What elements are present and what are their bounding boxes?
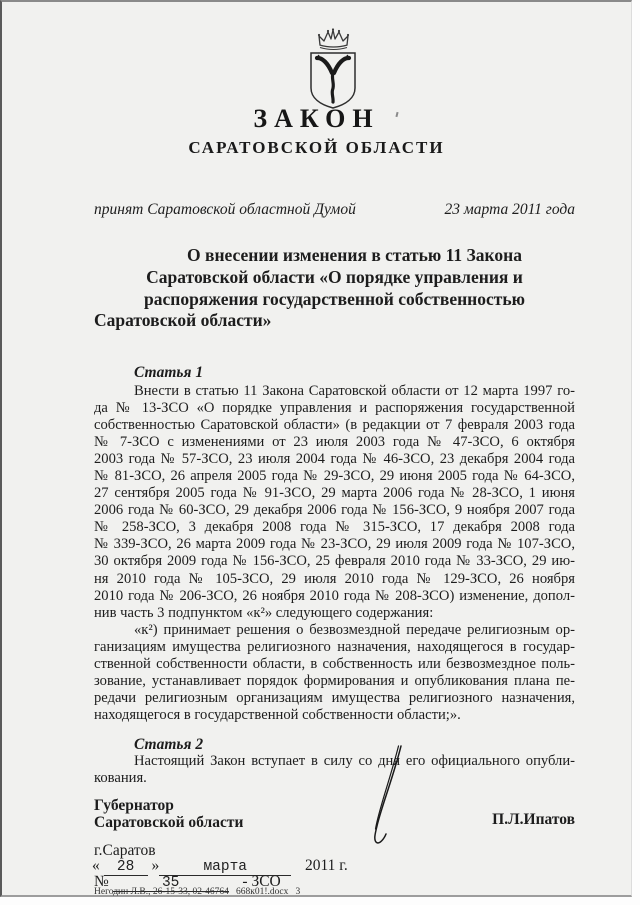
handwritten-signature	[357, 738, 417, 853]
text-line: ня 2010 года № 105-ЗСО, 29 июля 2010 года № 129-ЗСО, 26 ноября	[94, 570, 575, 587]
text-line: 2003 года № 57-ЗСО, 23 июля 2004 года № 46-ЗСО, 23 декабря 2004 года	[94, 451, 575, 468]
text-line: да № 13-ЗСО «О порядке управления и распоряжения государственной	[94, 400, 575, 417]
text-line: 2006 года № 60-ЗСО, 29 декабря 2006 года № 156-ЗСО, 9 ноября 2007 года	[94, 502, 575, 519]
coat-of-arms	[304, 28, 362, 110]
text-line: 27 сентября 2005 года № 91-ЗСО, 29 марта 2006 года № 28-ЗСО, 1 июня	[94, 485, 575, 502]
close-quote-mark: »	[151, 857, 160, 874]
text-line: Саратовской области»	[94, 310, 272, 331]
open-quote-mark: «	[92, 857, 100, 874]
issue-day-fill: 28	[104, 860, 148, 876]
adoption-date: 23 марта 2011 года	[444, 201, 575, 218]
clerk-footer-note: Негодин Л.В., 26-15-33, 02-46764 668к01!.docx 3	[94, 887, 301, 897]
law-title	[94, 245, 575, 332]
signer-name: П.Л.Ипатов	[492, 811, 575, 828]
text-line: распоряжения государственной собственностью	[143, 288, 525, 309]
issue-number-fill: 35	[113, 876, 229, 892]
text-line: № 258-ЗСО, 3 декабря 2008 года № 315-ЗСО, 17 декабря 2008 года	[94, 519, 575, 536]
document-type-title: ЗАКОН	[253, 104, 380, 133]
adoption-line	[94, 201, 575, 219]
text-line: 30 октября 2009 года № 156-ЗСО, 25 февраля 2010 года № 33-ЗСО, 29 ию-	[94, 553, 575, 570]
text-line: ственной собственности области, в собственность или безвозмездное поль-	[94, 655, 575, 672]
region-subtitle: САРАТОВСКОЙ ОБЛАСТИ	[188, 138, 445, 157]
text-line: ганизациям имущества религиозного назначения, находящегося в государ-	[94, 638, 575, 655]
text-line: «к²) принимает решения о безвозмездной передаче религиозным ор-	[134, 621, 575, 638]
article2-heading: Статья 2	[134, 736, 204, 753]
article1-quoted-paragraph	[94, 622, 575, 724]
article1-paragraph	[94, 383, 575, 622]
signer-post-line1: Губернатор	[94, 797, 174, 814]
text-line: нив часть 3 подпунктом «к²» следующего содержания:	[94, 604, 434, 621]
number-suffix-text: - ЗСО	[242, 873, 281, 890]
text-line: Настоящий Закон вступает в силу со дня его официального опубли-	[134, 753, 575, 769]
issue-year-text: 2011 г.	[305, 857, 348, 874]
issue-city: г.Саратов	[94, 842, 156, 859]
saratov-crest-icon	[304, 28, 362, 110]
text-line: зование, устанавливает порядок формирования и опубликования плана пе-	[94, 672, 575, 689]
issue-month-fill: марта	[159, 860, 291, 876]
article1-body	[94, 383, 575, 724]
article1-heading: Статья 1	[134, 364, 204, 381]
signer-post-line2: Саратовской области	[94, 814, 244, 831]
adopted-by-text: принят Саратовской областной Думой	[94, 201, 356, 218]
text-line: № 81-ЗСО, 26 апреля 2005 года № 29-ЗСО, 29 июня 2005 года № 64-ЗСО,	[94, 468, 575, 485]
text-line: кования.	[94, 770, 147, 787]
text-line: 2010 года № 206-ЗСО, 26 ноября 2010 года № 208-ЗСО) изменение, допол-	[94, 587, 575, 604]
text-line: О внесении изменения в статью 11 Закона	[187, 245, 522, 265]
text-line: Внести в статью 11 Закона Саратовской области от 12 марта 1997 го-	[134, 383, 575, 399]
text-line: Саратовской области «О порядке управления и	[146, 266, 523, 287]
text-line: находящегося в государственной собственности области;».	[94, 706, 461, 723]
article2-body	[94, 753, 575, 787]
number-sign: №	[94, 873, 109, 890]
text-line: № 7-ЗСО с изменениями от 23 июля 2003 года № 47-ЗСО, 6 октября	[94, 434, 575, 451]
text-line: № 339-ЗСО, 26 марта 2009 года № 23-ЗСО, 29 июля 2009 года № 107-ЗСО,	[94, 536, 575, 553]
text-line: редачи религиозным организациям имущества религиозного назначения,	[94, 689, 575, 706]
text-line: собственностью Саратовской области» (в редакции от 7 февраля 2003 года	[94, 417, 575, 434]
